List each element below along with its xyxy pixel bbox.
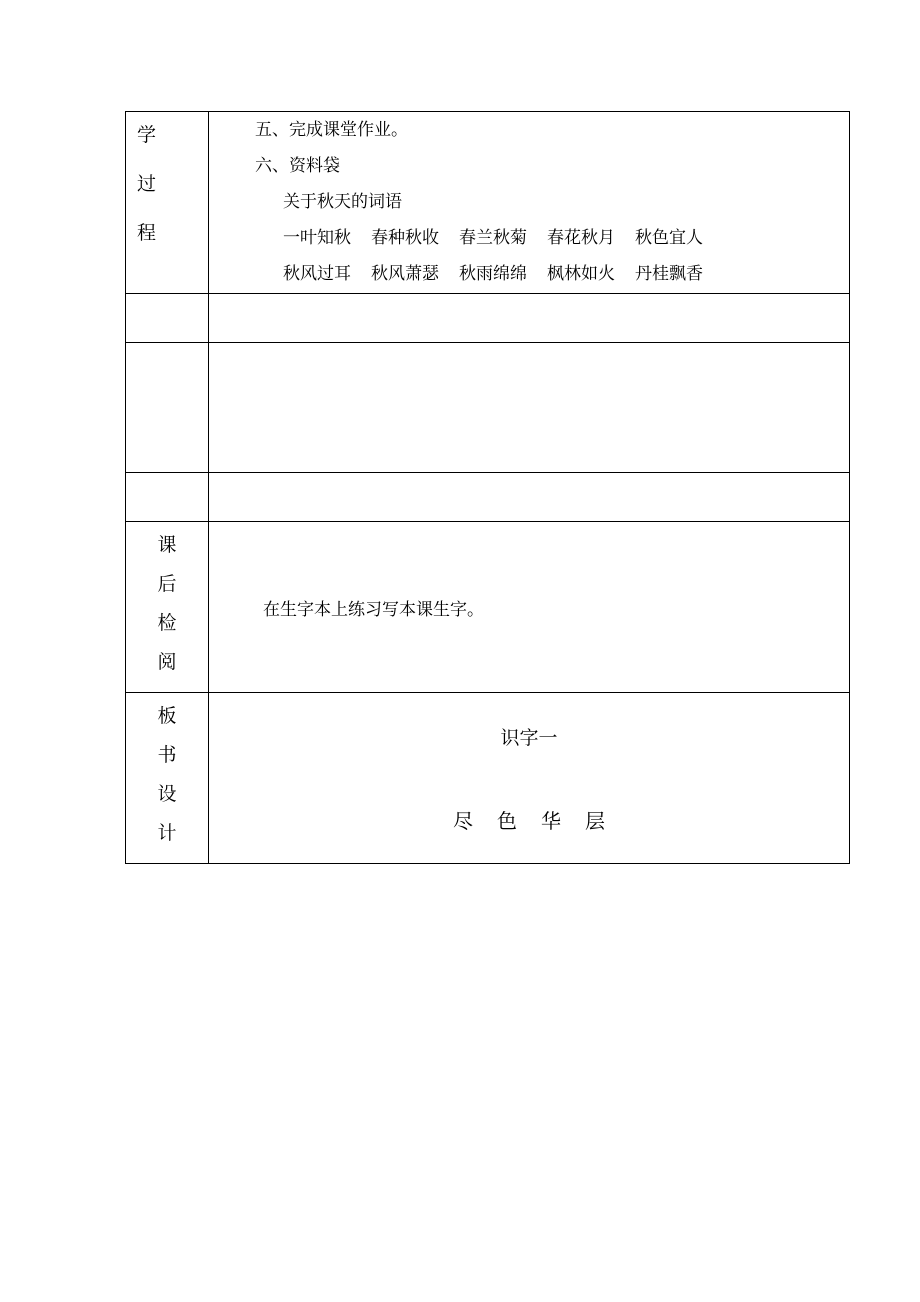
label-char: 课 (157, 534, 177, 556)
label-char: 书 (157, 744, 177, 766)
board-design-label (126, 693, 208, 863)
board-char: 色 (497, 809, 517, 833)
label-char: 设 (157, 783, 177, 805)
word-item: 春兰秋菊 (459, 228, 527, 248)
autumn-words-row-1 (209, 220, 849, 256)
teaching-process-content (209, 112, 850, 294)
lesson-plan-table (125, 111, 850, 864)
empty-row (126, 294, 850, 343)
board-char: 尽 (453, 809, 473, 833)
homework-text: 在生字本上练习写本课生字。 (263, 599, 484, 620)
board-title: 识字一 (500, 727, 558, 749)
autumn-words-subtitle: 关于秋天的词语 (283, 192, 402, 212)
word-item: 秋风过耳 (283, 264, 351, 284)
word-item: 春种秋收 (371, 228, 439, 248)
board-chars (209, 775, 849, 834)
empty-label-cell (126, 294, 209, 343)
board-char: 层 (585, 809, 605, 833)
word-item: 枫林如火 (547, 264, 615, 284)
word-item: 秋风萧瑟 (371, 264, 439, 284)
word-item: 秋色宜人 (635, 228, 703, 248)
homework-check-label (126, 522, 208, 692)
teaching-process-row (126, 112, 850, 294)
autumn-words-row-2 (209, 256, 849, 292)
empty-content-cell (209, 473, 850, 522)
label-char: 检 (157, 612, 177, 634)
board-design-label-cell (126, 693, 209, 864)
label-char: 计 (157, 822, 177, 844)
word-item: 丹桂飘香 (635, 264, 703, 284)
homework-check-row (126, 522, 850, 693)
board-design-row (126, 693, 850, 864)
resource-bag-item: 六、资料袋 (255, 156, 340, 176)
classwork-item: 五、完成课堂作业。 (255, 120, 408, 140)
teaching-process-label (126, 112, 208, 273)
word-item: 秋雨绵绵 (459, 264, 527, 284)
board-design-content (209, 693, 850, 864)
teaching-process-label-cell (126, 112, 209, 294)
empty-content-cell (209, 294, 850, 343)
homework-check-content (209, 522, 850, 693)
empty-label-cell (126, 343, 209, 473)
word-item: 春花秋月 (547, 228, 615, 248)
empty-row (126, 473, 850, 522)
label-char: 后 (157, 573, 177, 595)
label-char: 阅 (157, 651, 177, 673)
label-char: 程 (137, 222, 157, 244)
homework-check-label-cell (126, 522, 209, 693)
board-char: 华 (541, 809, 561, 833)
label-char: 板 (157, 705, 177, 727)
label-char: 学 (137, 124, 157, 146)
empty-row (126, 343, 850, 473)
empty-label-cell (126, 473, 209, 522)
empty-content-cell (209, 343, 850, 473)
word-item: 一叶知秋 (283, 228, 351, 248)
label-char: 过 (137, 173, 157, 195)
